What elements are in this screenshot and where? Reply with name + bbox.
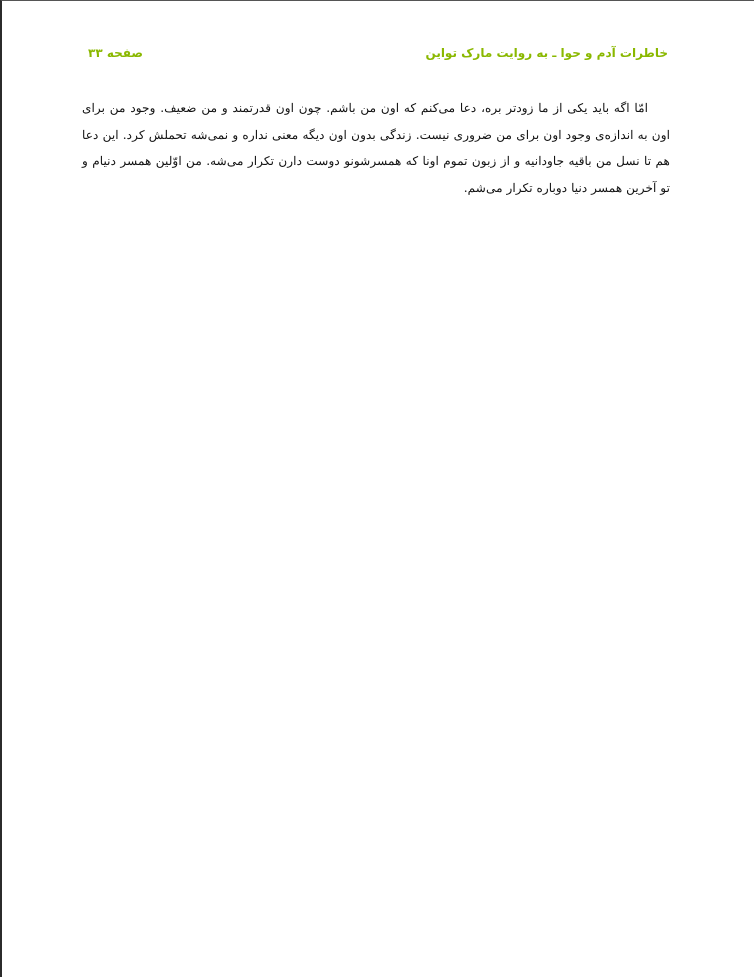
page-header xyxy=(88,46,668,66)
book-title: خاطرات آدم و حوا ـ به روایت مارک تواین xyxy=(425,46,668,60)
body-paragraph: امّا اگه باید یکی از ما زودتر بره، دعا می‌کنم که اون من باشم. چون اون قدرتمند و من ضعیف. وجود من برای اون به اندازه‌ی وجود اون برای من ضروری نیست. زندگی بدون اون دیگه معنی نداره و نمی‌شه تحملش کرد. این دعا هم تا نسل من باقیه جاودانیه و از زبون تموم اونا که همسرشونو دوست دارن تکرار می‌شه. من اوّلین همسر دنیام و تو آخرین همسر دنیا دوباره تکرار می‌شم. xyxy=(82,101,670,195)
page-number: صفحه ۳۳ xyxy=(88,46,143,60)
